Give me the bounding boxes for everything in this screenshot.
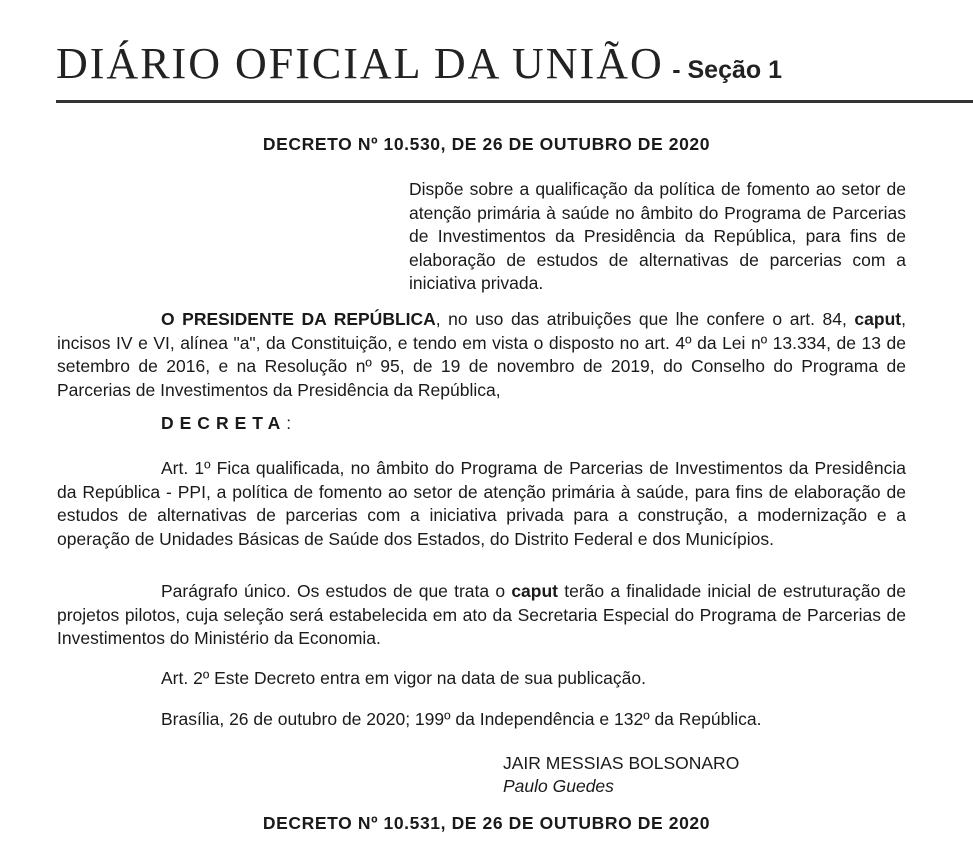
paragrafo-text-2: terão a finalidade inicial de estruturação de projetos pilotos, cuja seleção será estabelecida em ato da Secretaria Especial do Programa de Parcerias de Investimentos do Ministério da Economia. (57, 581, 906, 648)
masthead (56, 38, 782, 89)
closing-line: Brasília, 26 de outubro de 2020; 199º da Independência e 132º da República. (161, 709, 762, 729)
article-2: Art. 2º Este Decreto entra em vigor na data de sua publicação. (161, 668, 646, 688)
paragrafo-caput: caput (511, 581, 558, 601)
preamble-caput: caput (854, 309, 902, 329)
paragrafo-unico (57, 580, 906, 651)
masthead-divider (56, 100, 973, 103)
decree-title: DECRETO Nº 10.530, DE 26 DE OUTUBRO DE 2020 (262, 134, 711, 154)
preamble-text-1: , no uso das atribuições que lhe confere o art. 84, (435, 309, 847, 329)
decree-ementa: Dispõe sobre a qualificação da política de fomento ao setor de atenção primária à saúde no âmbito do Programa de Parcerias de Investimentos da Presidência da República, para fins de elaboração de estudos de alternativas de parcerias com a iniciativa privada. (409, 179, 906, 293)
decreta-word: DECRETA (161, 413, 287, 433)
article-1: Art. 1º Fica qualificada, no âmbito do Programa de Parcerias de Investimentos da Presidência da República - PPI, a política de fomento ao setor de atenção primária à saúde, para fins de elaboração de estudos de alternativas de parcerias com a iniciativa privada para a construção, a modernização e a operação de Unidades Básicas de Saúde dos Estados, do Distrito Federal e dos Municípios. (57, 458, 906, 549)
masthead-title: DIÁRIO OFICIAL DA UNIÃO (56, 39, 664, 88)
masthead-section: - Seção 1 (672, 56, 783, 84)
next-decree-title: DECRETO Nº 10.531, DE 26 DE OUTUBRO DE 2020 (262, 813, 711, 833)
preamble-subject: O PRESIDENTE DA REPÚBLICA (161, 309, 436, 329)
signature-minister: Paulo Guedes (503, 776, 614, 796)
signature-block (503, 752, 739, 798)
decreta-heading (161, 413, 291, 434)
signature-president: JAIR MESSIAS BOLSONARO (503, 753, 740, 773)
decreta-colon: : (286, 413, 292, 433)
paragrafo-text-1: Parágrafo único. Os estudos de que trata o (161, 581, 506, 601)
preamble-text-2: , incisos IV e VI, alínea "a", da Constituição, e tendo em vista o disposto no art. 4º da Lei nº 13.334, de 13 de setembro de 2016, e na Resolução nº 95, de 19 de novembro de 2019, do Conselho do Programa de Parcerias de Investimentos da Presidência da República, (57, 309, 906, 400)
decree-preamble (57, 308, 906, 402)
